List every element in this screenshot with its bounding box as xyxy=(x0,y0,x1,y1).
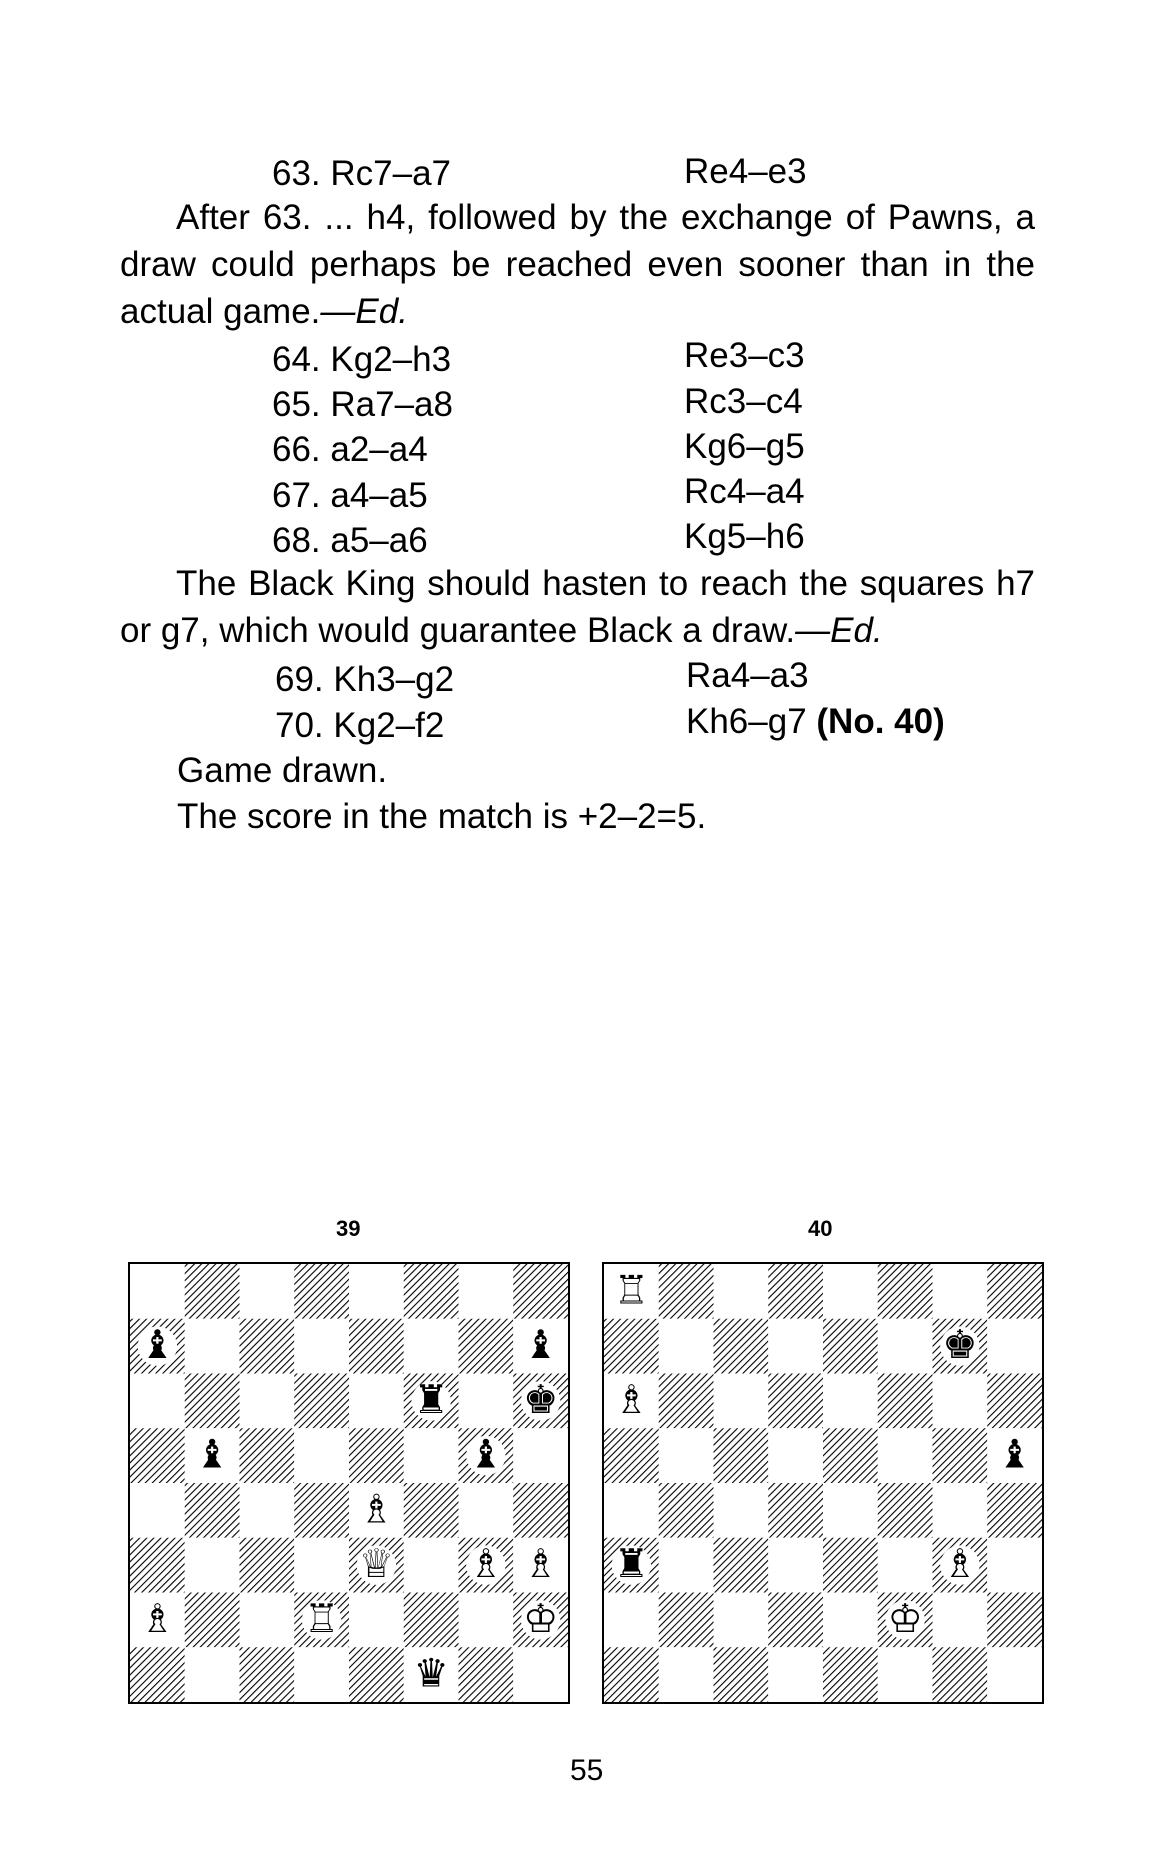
move-70-black xyxy=(686,700,945,744)
dark-square xyxy=(513,1264,568,1319)
light-square xyxy=(878,1319,933,1374)
dark-square xyxy=(768,1593,823,1648)
white-rook-piece: ♖ xyxy=(613,1267,650,1314)
black-bishop-piece: ♝ xyxy=(468,1431,504,1478)
editor-mark: —Ed. xyxy=(320,292,408,331)
board-39-svg xyxy=(130,1264,568,1702)
dark-square xyxy=(130,1538,185,1593)
dark-square xyxy=(768,1483,823,1538)
dark-square xyxy=(987,1374,1042,1429)
dark-square xyxy=(404,1593,459,1648)
dark-square xyxy=(823,1319,878,1374)
black-queen-piece: ♛ xyxy=(413,1650,449,1697)
light-square xyxy=(185,1319,240,1374)
white-bishop-piece: ♗ xyxy=(468,1541,504,1588)
light-square xyxy=(185,1647,240,1702)
light-square xyxy=(714,1593,769,1648)
dark-square xyxy=(404,1264,459,1319)
light-square xyxy=(933,1264,988,1319)
dark-square xyxy=(130,1647,185,1702)
light-square xyxy=(349,1374,404,1429)
light-square xyxy=(459,1593,514,1648)
dark-square xyxy=(240,1647,295,1702)
dark-square xyxy=(604,1428,659,1483)
white-bishop-piece: ♗ xyxy=(139,1595,176,1642)
light-square xyxy=(823,1483,878,1538)
dark-square xyxy=(604,1319,659,1374)
move-69-black: Ra4–a3 xyxy=(686,656,809,695)
dark-square xyxy=(185,1483,240,1538)
light-square xyxy=(404,1538,459,1593)
dark-square xyxy=(933,1647,988,1702)
light-square xyxy=(459,1374,514,1429)
light-square xyxy=(878,1538,933,1593)
black-rook-piece: ♜ xyxy=(413,1376,449,1423)
dark-square xyxy=(459,1319,514,1374)
dark-square xyxy=(714,1647,769,1702)
dark-square xyxy=(714,1428,769,1483)
light-square xyxy=(933,1483,988,1538)
light-square xyxy=(240,1264,295,1319)
light-square xyxy=(768,1319,823,1374)
white-rook-piece: ♖ xyxy=(303,1595,340,1642)
move-63-black: Re4–e3 xyxy=(684,152,807,191)
dark-square xyxy=(459,1647,514,1702)
light-square xyxy=(933,1593,988,1648)
light-square xyxy=(823,1374,878,1429)
dark-square xyxy=(185,1593,240,1648)
light-square xyxy=(768,1647,823,1702)
white-bishop-piece: ♗ xyxy=(522,1541,559,1588)
light-square xyxy=(768,1428,823,1483)
light-square xyxy=(404,1428,459,1483)
light-square xyxy=(349,1264,404,1319)
light-square xyxy=(404,1319,459,1374)
black-king-piece: ♚ xyxy=(522,1376,559,1423)
dark-square xyxy=(130,1428,185,1483)
light-square xyxy=(513,1647,568,1702)
dark-square xyxy=(768,1374,823,1429)
dark-square xyxy=(294,1264,349,1319)
black-bishop-piece: ♝ xyxy=(996,1431,1033,1478)
light-square xyxy=(185,1538,240,1593)
dark-square xyxy=(714,1319,769,1374)
light-square xyxy=(130,1483,185,1538)
light-square xyxy=(604,1593,659,1648)
dark-square xyxy=(878,1483,933,1538)
light-square xyxy=(714,1374,769,1429)
light-square xyxy=(987,1319,1042,1374)
dark-square xyxy=(933,1428,988,1483)
light-square xyxy=(294,1647,349,1702)
light-square xyxy=(294,1428,349,1483)
dark-square xyxy=(349,1428,404,1483)
light-square xyxy=(823,1593,878,1648)
dark-square xyxy=(349,1319,404,1374)
annotation-text: After 63. ... h4, followed by the exchange of Pawns, a draw could perhaps be reached even sooner than in the actual game. xyxy=(120,198,1035,331)
dark-square xyxy=(987,1593,1042,1648)
move-67-black: Rc4–a4 xyxy=(684,472,805,511)
move-70-white: 70. Kg2–f2 xyxy=(275,706,445,745)
dark-square xyxy=(987,1264,1042,1319)
light-square xyxy=(294,1319,349,1374)
dark-square xyxy=(349,1647,404,1702)
light-square xyxy=(604,1483,659,1538)
dark-square xyxy=(604,1647,659,1702)
dark-square xyxy=(185,1264,240,1319)
move-65-white: 65. Ra7–a8 xyxy=(272,385,453,424)
score-line: The score in the match is +2–2=5. xyxy=(177,797,707,836)
dark-square xyxy=(768,1264,823,1319)
black-king-piece: ♚ xyxy=(942,1322,978,1369)
dark-square xyxy=(878,1264,933,1319)
light-square xyxy=(659,1538,714,1593)
light-square xyxy=(659,1647,714,1702)
dark-square xyxy=(240,1428,295,1483)
annotation-text: The Black King should hasten to reach the squares h7 or g7, which would guarantee Black a draw. xyxy=(120,564,1035,650)
light-square xyxy=(878,1428,933,1483)
move-68-white: 68. a5–a6 xyxy=(272,521,428,560)
white-bishop-piece: ♗ xyxy=(942,1541,978,1588)
dark-square xyxy=(714,1538,769,1593)
light-square xyxy=(130,1374,185,1429)
light-square xyxy=(659,1428,714,1483)
dark-square xyxy=(823,1428,878,1483)
dark-square xyxy=(987,1483,1042,1538)
annotation-paragraph-1 xyxy=(120,194,1035,335)
editor-mark: —Ed. xyxy=(795,611,883,650)
result-line: Game drawn. xyxy=(177,751,388,790)
dark-square xyxy=(659,1264,714,1319)
light-square xyxy=(714,1483,769,1538)
light-square xyxy=(459,1264,514,1319)
move-69-white: 69. Kh3–g2 xyxy=(275,660,455,699)
dark-square xyxy=(659,1483,714,1538)
light-square xyxy=(987,1647,1042,1702)
light-square xyxy=(878,1647,933,1702)
light-square xyxy=(714,1264,769,1319)
board-40-svg xyxy=(604,1264,1042,1702)
dark-square xyxy=(240,1319,295,1374)
dark-square xyxy=(240,1538,295,1593)
light-square xyxy=(987,1538,1042,1593)
diagram-39-label: 39 xyxy=(336,1216,361,1241)
light-square xyxy=(349,1593,404,1648)
light-square xyxy=(240,1483,295,1538)
light-square xyxy=(240,1593,295,1648)
light-square xyxy=(130,1264,185,1319)
dark-square xyxy=(878,1374,933,1429)
dark-square xyxy=(823,1647,878,1702)
move-68-black: Kg5–h6 xyxy=(684,517,805,556)
dark-square xyxy=(513,1483,568,1538)
move-66-black: Kg6–g5 xyxy=(684,427,805,466)
move-63-white: 63. Rc7–a7 xyxy=(272,154,452,193)
light-square xyxy=(933,1374,988,1429)
light-square xyxy=(513,1428,568,1483)
move-67-white: 67. a4–a5 xyxy=(272,476,428,515)
move-70-black-text: Kh6–g7 xyxy=(686,702,807,741)
white-king-piece: ♔ xyxy=(522,1595,559,1642)
black-rook-piece: ♜ xyxy=(613,1541,650,1588)
move-65-black: Rc3–c4 xyxy=(684,382,803,421)
black-bishop-piece: ♝ xyxy=(522,1322,559,1369)
dark-square xyxy=(823,1538,878,1593)
page-number: 55 xyxy=(570,1754,604,1787)
black-bishop-piece: ♝ xyxy=(194,1431,230,1478)
white-bishop-piece: ♗ xyxy=(613,1376,650,1423)
dark-square xyxy=(404,1483,459,1538)
move-66-white: 66. a2–a4 xyxy=(272,430,428,469)
light-square xyxy=(659,1319,714,1374)
white-king-piece: ♔ xyxy=(887,1595,923,1642)
dark-square xyxy=(294,1374,349,1429)
light-square xyxy=(459,1483,514,1538)
chess-diagram-40 xyxy=(602,1262,1044,1704)
move-64-white: 64. Kg2–h3 xyxy=(272,340,452,379)
light-square xyxy=(823,1264,878,1319)
dark-square xyxy=(294,1483,349,1538)
dark-square xyxy=(659,1374,714,1429)
dark-square xyxy=(185,1374,240,1429)
annotation-paragraph-2 xyxy=(120,560,1035,654)
diagram-40-label: 40 xyxy=(808,1216,833,1241)
light-square xyxy=(294,1538,349,1593)
light-square xyxy=(768,1538,823,1593)
light-square xyxy=(240,1374,295,1429)
white-bishop-piece: ♗ xyxy=(358,1486,395,1533)
black-bishop-piece: ♝ xyxy=(139,1322,176,1369)
diagram-reference: (No. 40) xyxy=(816,702,945,741)
dark-square xyxy=(659,1593,714,1648)
move-64-black: Re3–c3 xyxy=(684,336,805,375)
chess-diagram-39 xyxy=(128,1262,570,1704)
white-queen-piece: ♕ xyxy=(358,1541,395,1588)
